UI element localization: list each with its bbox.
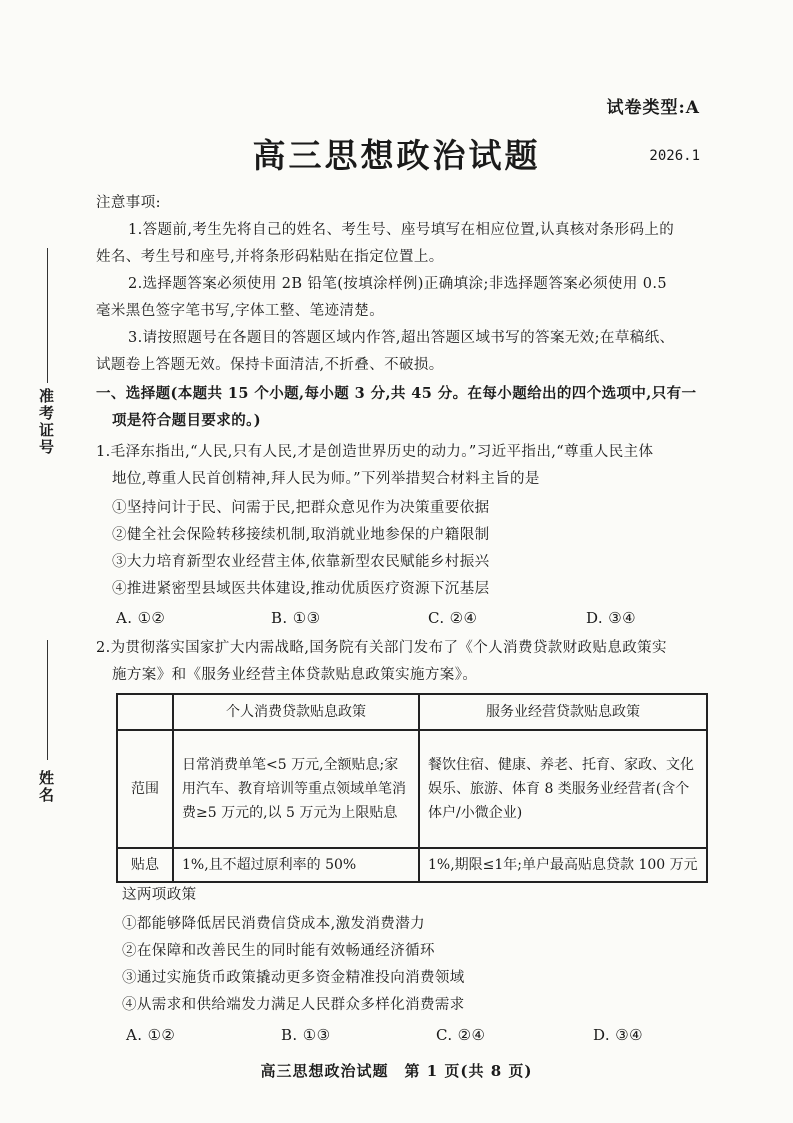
q1-option-a: A. ①② [116, 609, 166, 627]
notice-line: 2.选择题答案必须使用 2B 铅笔(按填涂样例)正确填涂;非选择题答案必须使用 0.5 [128, 276, 667, 292]
name-label: 姓名 [37, 770, 55, 804]
q1-item: ②健全社会保险转移接续机制,取消就业地参保的户籍限制 [112, 527, 490, 543]
q2-item: ③通过实施货币政策撬动更多资金精准投向消费领域 [122, 970, 465, 986]
notice-line: 1.答题前,考生先将自己的姓名、考生号、座号填写在相应位置,认真核对条形码上的 [128, 222, 675, 238]
section-heading: 一、选择题(本题共 15 个小题,每小题 3 分,共 45 分。在每小题给出的四个选项中,只有一 [96, 385, 697, 402]
q1-item: ③大力培育新型农业经营主体,依靠新型农民赋能乡村振兴 [112, 554, 490, 570]
name-blank-line [47, 640, 48, 760]
q2-stem-cont: 施方案》和《服务业经营主体贷款贴息政策实施方案》。 [112, 667, 478, 683]
q2-stem: 2.为贯彻落实国家扩大内需战略,国务院有关部门发布了《个人消费贷款财政贴息政策实 [96, 640, 667, 656]
q2-option-c: C. ②④ [436, 1026, 486, 1044]
q1-stem: 1.毛泽东指出,“人民,只有人民,才是创造世界历史的动力。”习近平指出,“尊重人民主体 [96, 444, 654, 460]
q1-option-d: D. ③④ [586, 609, 636, 627]
table-header-personal: 个人消费贷款贴息政策 [173, 694, 419, 730]
notice-line: 3.请按照题号在各题目的答题区域内作答,超出答题区域书写的答案无效;在草稿纸、 [128, 330, 675, 346]
q2-option-a: A. ①② [126, 1026, 176, 1044]
notice-line: 试题卷上答题无效。保持卡面清洁,不折叠、不破损。 [96, 357, 444, 373]
q1-option-b: B. ①③ [271, 609, 321, 627]
q1-option-c: C. ②④ [428, 609, 478, 627]
table-cell-service-subsidy: 1%,期限≤1年;单户最高贴息贷款 100 万元 [419, 848, 707, 882]
q2-item: ①都能够降低居民消费信贷成本,激发消费潜力 [122, 916, 426, 932]
exam-number-blank-line [47, 248, 48, 383]
exam-number-label: 准考证号 [37, 388, 55, 456]
policy-table [116, 693, 708, 883]
page-footer: 高三思想政治试题 第 1 页(共 8 页) [260, 1062, 533, 1080]
page-title: 高三思想政治试题 [252, 136, 541, 175]
q2-option-d: D. ③④ [593, 1026, 643, 1044]
paper-type-label: 试卷类型:A [606, 98, 700, 118]
exam-date: 2026.1 [649, 148, 700, 164]
q2-option-b: B. ①③ [281, 1026, 331, 1044]
q1-item: ④推进紧密型县域医共体建设,推动优质医疗资源下沉基层 [112, 581, 490, 597]
notice-heading: 注意事项: [96, 195, 161, 211]
q2-item: ②在保障和改善民生的同时能有效畅通经济循环 [122, 943, 435, 959]
table-corner-cell [117, 694, 173, 730]
notice-line: 姓名、考生号和座号,并将条形码粘贴在指定位置上。 [96, 249, 444, 265]
table-cell-personal-scope: 日常消费单笔<5 万元,全额贴息;家用汽车、教育培训等重点领域单笔消费≥5 万元的,以 5 万元为上限贴息 [173, 730, 419, 848]
table-header-service: 服务业经营贷款贴息政策 [419, 694, 707, 730]
table-row-label-scope: 范围 [117, 730, 173, 848]
section-heading-cont: 项是符合题目要求的。) [112, 412, 262, 429]
q2-item: ④从需求和供给端发力满足人民群众多样化消费需求 [122, 997, 465, 1013]
q1-item: ①坚持问计于民、问需于民,把群众意见作为决策重要依据 [112, 500, 490, 516]
q1-stem-cont: 地位,尊重人民首创精神,拜人民为师。”下列举措契合材料主旨的是 [112, 471, 540, 487]
table-row-label-subsidy: 贴息 [117, 848, 173, 882]
q2-lead: 这两项政策 [122, 887, 197, 903]
table-cell-service-scope: 餐饮住宿、健康、养老、托育、家政、文化娱乐、旅游、体育 8 类服务业经营者(含个体户/小微企业) [419, 730, 707, 848]
notice-line: 毫米黑色签字笔书写,字体工整、笔迹清楚。 [96, 303, 385, 319]
table-cell-personal-subsidy: 1%,且不超过原利率的 50% [173, 848, 419, 882]
